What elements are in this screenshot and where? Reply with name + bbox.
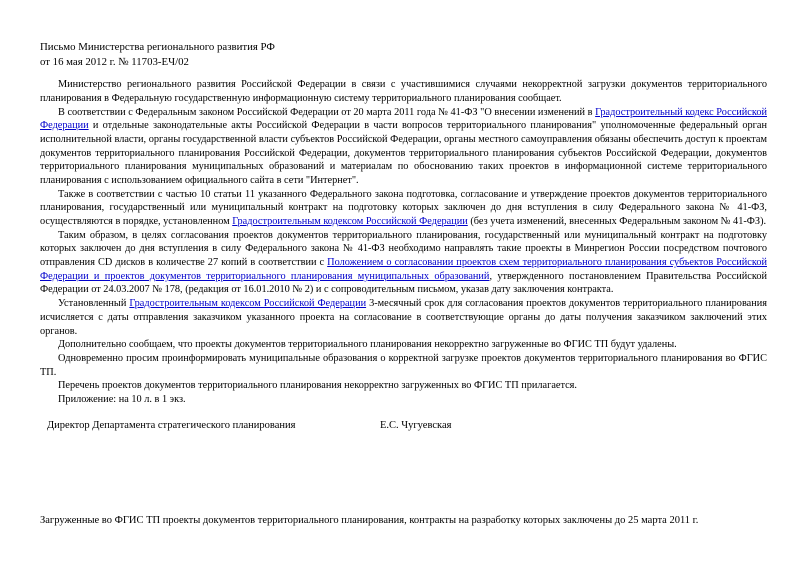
paragraph-3-text-before: Также в соответствии с частью 10 статьи 11 указанного Федерального закона подготовка, согласование и утверждение проектов документов территориального планирования, государственный или муниципальный контракт на подготовку которых заключен до дня вступления в силу Федерального закона № 41-ФЗ, осуществляются в порядке, установленном xyxy=(40,188,767,227)
attachment-title: Загруженные во ФГИС ТП проекты документов территориального планирования, контракты на разработку которых заключены до 25 марта 2011 г. xyxy=(40,515,699,526)
signature-position: Директор Департамента стратегического планирования xyxy=(47,419,296,431)
paragraph-2-text-after: и отдельные законодательные акты Российской Федерации в части вопросов территориального планирования" уполномоченные федеральный орган исполнительной власти, органы государственной власти субъектов Российской Федерации, органы местного самоуправления обязаны обеспечить доступ к проектам документов территориального планирования Российской Федерации, документов территориального планирования субъектов Российской Федерации, документов территориального планирования муниципальных образований и материалам по обоснованию таких проектов в информационной системе территориального планирования с использованием официального сайта в сети "Интернет". xyxy=(40,120,767,186)
paragraph-1-text: Министерство регионального развития Российской Федерации в связи с участившимися случаями некорректной загрузки документов территориального планирования в Федеральную государственную информационную систему территориального планирования сообщает. xyxy=(40,79,767,104)
attachment-text: Приложение: на 10 л. в 1 экз. xyxy=(58,393,186,405)
link-gradostroitelny-kodeks[interactable]: Градостроительный кодекс Российской Федерации xyxy=(40,106,767,132)
paragraph-8 xyxy=(40,379,767,393)
header-date-number: от 16 мая 2012 г. № 11703-ЕЧ/02 xyxy=(40,55,189,68)
link-gradostroitelny-kodeks-3[interactable]: Градостроительным кодексом Российской Федерации xyxy=(129,298,367,310)
paragraph-2-text-before: В соответствии с Федеральным законом Российской Федерации от 20 марта 2011 года № 41-ФЗ "О внесении изменений в xyxy=(58,106,596,118)
paragraph-6 xyxy=(40,338,767,352)
paragraph-4-text-after: , утвержденного постановлением Правительства Российской Федерации от 24.03.2007 № 178, (редакция от 16.01.2010 № 2) и с сопроводительным письмом, указав дату заключения контракта. xyxy=(40,270,767,296)
paragraph-1 xyxy=(40,78,767,105)
link-polozhenie-o-soglasovanii[interactable]: Положением о согласовании проектов схем территориального планирования субъектов Российской Федерации и проектов документов территориального планирования муниципальных образований xyxy=(40,257,767,282)
paragraph-2 xyxy=(40,106,767,188)
header-title: Письмо Министерства регионального развития РФ xyxy=(40,41,275,53)
signature-block xyxy=(40,419,767,435)
paragraph-7 xyxy=(40,352,767,379)
document-header xyxy=(40,40,767,69)
signature-name: Е.С. Чугуевская xyxy=(380,419,452,431)
paragraph-3-text-after: (без учета изменений, внесенных Федеральным законом № 41-ФЗ). xyxy=(467,216,767,227)
paragraph-5-text-after: 3-месячный срок для согласования проектов документов территориального планирования исчисляется с даты отправления заказчиком указанного проекта на согласование в соответствующие органы до даты получения заказчиком заключений этих органов. xyxy=(40,298,768,337)
paragraph-3 xyxy=(40,188,767,229)
link-gradostroitelny-kodeks-2[interactable]: Градостроительным кодексом Российской Федерации xyxy=(232,216,468,227)
paragraph-9-attachment xyxy=(40,393,767,407)
paragraph-8-text: Перечень проектов документов территориального планирования некорректно загруженных во ФГИС ТП прилагается. xyxy=(58,380,577,392)
paragraph-5 xyxy=(40,297,767,338)
paragraph-4-text-before: Таким образом, в целях согласования проектов документов территориального планирования, государственный или муниципальный контракт на подготовку которых заключен до дня вступления в силу Федерального закона № 41-ФЗ необходимо направлять такие проекты в Минрегион России посредством почтового отправления CD дисков в количестве 27 копий в соответствии с xyxy=(40,229,767,269)
paragraph-4 xyxy=(40,229,767,297)
document-body xyxy=(40,40,767,435)
paragraph-7-text: Одновременно просим проинформировать муниципальные образования о корректной загрузке проектов документов территориального планирования во ФГИС ТП. xyxy=(40,352,767,378)
paragraph-5-text-before: Установленный xyxy=(58,298,130,310)
paragraph-6-text: Дополнительно сообщаем, что проекты документов территориального планирования некорректно загруженные во ФГИС ТП будут удалены. xyxy=(58,339,677,351)
